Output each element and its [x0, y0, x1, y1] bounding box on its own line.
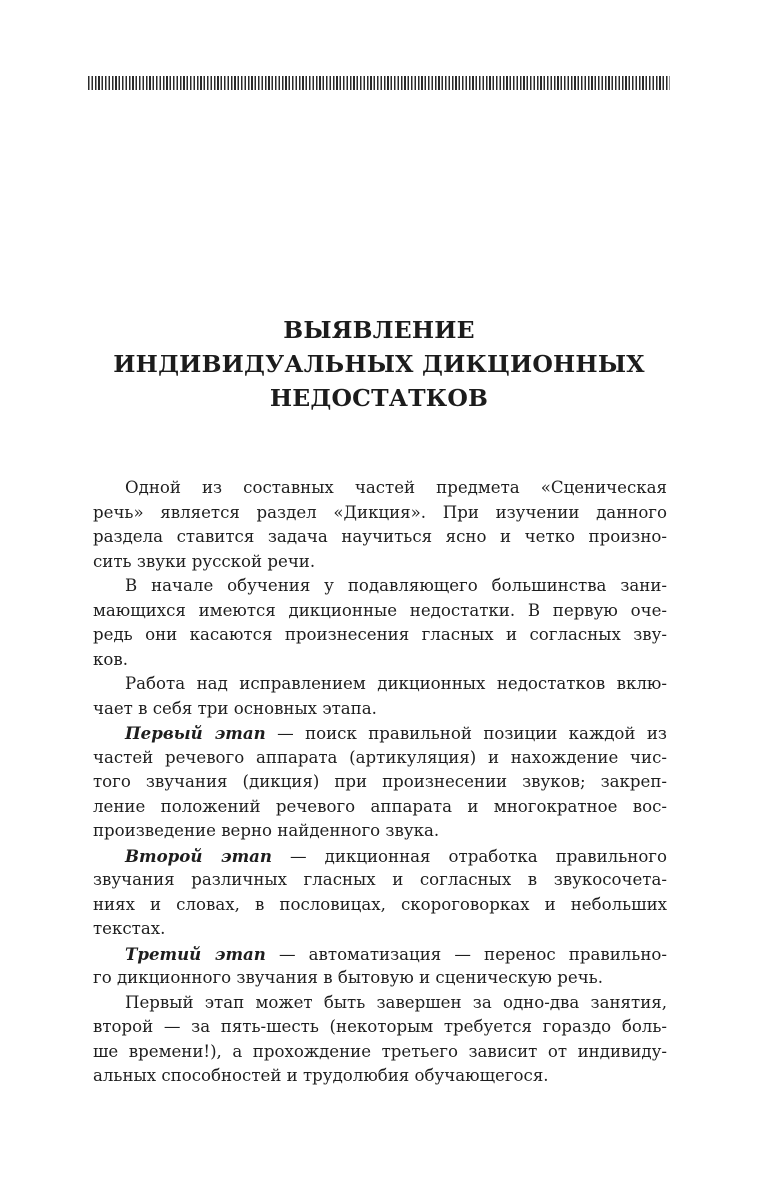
text-line: В начале обучения у подавляющего большинства зани- — [125, 576, 667, 595]
text-line: альных способностей и трудолюбия обучающегося. — [93, 1066, 549, 1085]
text-line: ков. — [93, 649, 128, 669]
chapter-title-line: НЕДОСТАТКОВ — [269, 384, 489, 412]
text-line: речь» является раздел «Дикция». При изучении данного — [93, 502, 667, 522]
paragraph-stages-intro — [93, 672, 667, 721]
text-line: частей речевого аппарата (артикуляция) и нахождение чис- — [93, 747, 667, 767]
text-line: сить звуки русской речи. — [93, 551, 316, 571]
text-line: мающихся имеются дикционные недостатки. В первую оче- — [93, 600, 667, 620]
text-line — [93, 844, 667, 869]
paragraph-intro — [93, 476, 667, 574]
chapter-title-line: ИНДИВИДУАЛЬНЫХ ДИКЦИОННЫХ — [113, 350, 645, 378]
text-line: раздела ставится задача научиться ясно и четко произно- — [93, 527, 667, 546]
text-line — [93, 942, 667, 967]
text-line: го дикционного звучания в бытовую и сценическую речь. — [93, 968, 603, 987]
text-line: текстах. — [93, 919, 166, 938]
stage-label: Второй этап — [125, 845, 273, 866]
paragraph-defects — [93, 574, 667, 672]
text-line: Первый этап может быть завершен за одно-два занятия, — [125, 992, 667, 1012]
paragraph-stage-two — [93, 844, 667, 942]
text-line: Одной из составных частей предмета «Сценическая — [125, 478, 667, 497]
text-line: ниях и словах, в пословицах, скороговорках и небольших — [93, 894, 667, 914]
text-line: произведение верно найденного звука. — [93, 821, 440, 840]
text-fragment: — поиск правильной позиции каждой из — [265, 724, 667, 743]
text-line: чает в себя три основных этапа. — [93, 698, 377, 718]
text-line: того звучания (дикция) при произнесении звуков; закреп- — [93, 772, 667, 791]
paragraph-stage-three — [93, 942, 667, 991]
stage-label: Третий этап — [125, 943, 266, 964]
text-line: ление положений речевого аппарата и многократное вос- — [93, 796, 667, 816]
text-line: редь они касаются произнесения гласных и согласных зву- — [93, 625, 667, 644]
text-fragment: — автоматизация — перенос правильно- — [265, 944, 667, 964]
text-line: ше времени!), а прохождение третьего зависит от индивиду- — [93, 1041, 667, 1061]
chapter-title-line: ВЫЯВЛЕНИЕ — [283, 316, 475, 344]
decorative-hatched-rule — [88, 76, 670, 90]
chapter-title — [88, 313, 670, 415]
paragraph-stage-one — [93, 721, 667, 844]
body-text — [93, 476, 667, 1089]
text-line — [93, 721, 667, 746]
text-line: Работа над исправлением дикционных недостатков вклю- — [125, 674, 667, 693]
text-line: звучания различных гласных и согласных в звукосочета- — [93, 870, 667, 889]
text-line: второй — за пять-шесть (некоторым требуется гораздо боль- — [93, 1017, 667, 1036]
text-fragment: — дикционная отработка правильного — [272, 846, 667, 866]
stage-label: Первый этап — [125, 723, 266, 743]
paragraph-duration — [93, 991, 667, 1089]
